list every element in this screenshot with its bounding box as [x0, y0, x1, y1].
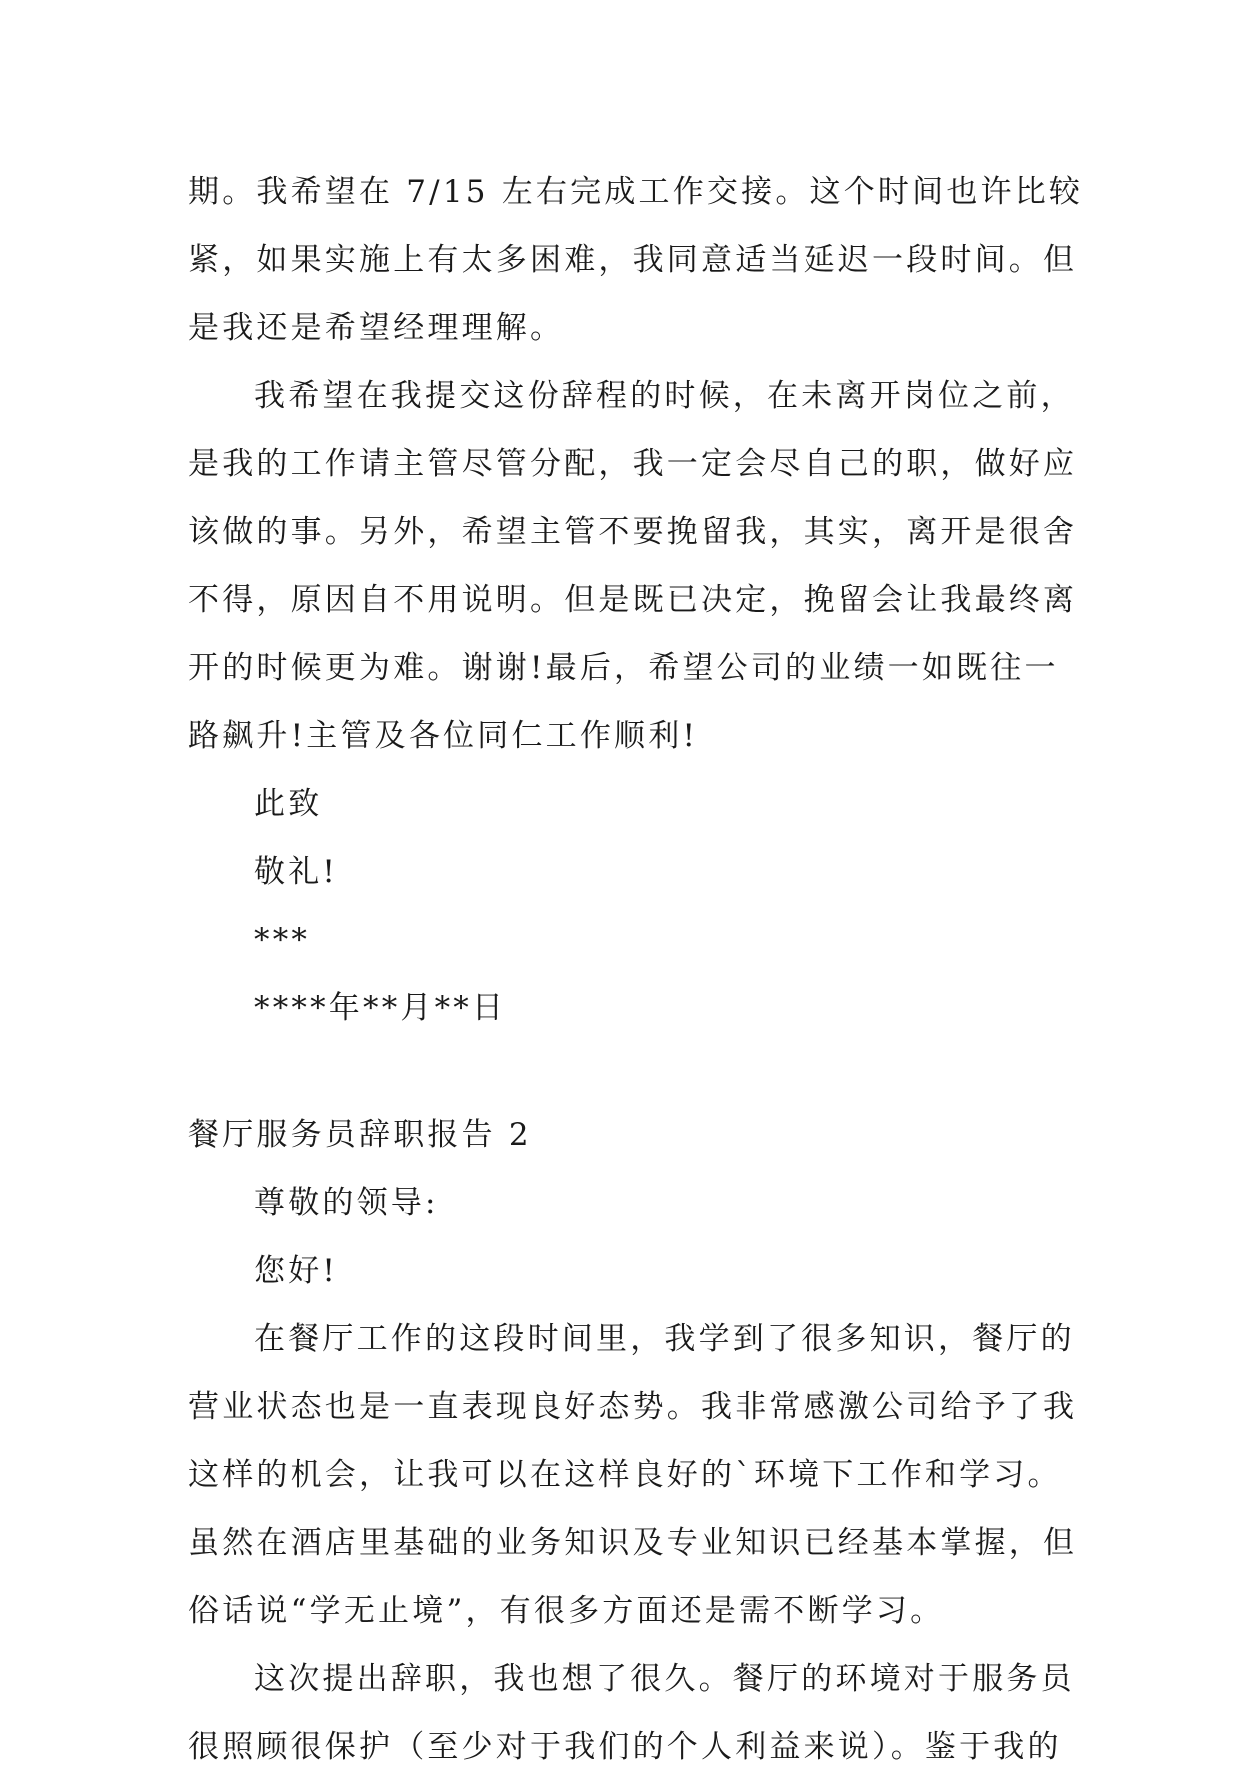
text-line: 期。我希望在 7/15 左右完成工作交接。这个时间也许比较: [188, 174, 1084, 210]
text-line: 不得，原因自不用说明。但是既已决定，挽留会让我最终离: [188, 582, 1078, 618]
text-line: 这次提出辞职，我也想了很久。餐厅的环境对于服务员: [254, 1661, 1075, 1697]
text-line: 俗话说“学无止境”，有很多方面还是需不断学习。: [188, 1593, 945, 1629]
greeting: 您好!: [254, 1253, 339, 1289]
text-line: 是我还是希望经理理解。: [188, 310, 565, 346]
section-spacer: [188, 1042, 1058, 1101]
text-line: 虽然在酒店里基础的业务知识及专业知识已经基本掌握，但: [188, 1525, 1078, 1561]
text-line: 是我的工作请主管尽管分配，我一定会尽自己的职，做好应: [188, 446, 1078, 482]
text-line: 营业状态也是一直表现良好态势。我非常感激公司给予了我: [188, 1389, 1078, 1425]
text-line: 该做的事。另外，希望主管不要挽留我，其实，离开是很舍: [188, 514, 1078, 550]
text-line: 路飙升!主管及各位同仁工作顺利!: [188, 718, 699, 754]
document-page: [188, 158, 1084, 1781]
closing-line: 敬礼!: [254, 854, 339, 890]
salutation: 尊敬的领导:: [254, 1185, 439, 1221]
date-line: ****年**月**日: [254, 990, 507, 1026]
text-line: 我希望在我提交这份辞程的时候，在未离开岗位之前，: [254, 378, 1075, 414]
text-line: 很照顾很保护（至少对于我们的个人利益来说）。鉴于我的: [188, 1729, 1062, 1765]
text-line: 这样的机会，让我可以在这样良好的`环境下工作和学习。: [188, 1457, 1062, 1493]
closing-line: 此致: [254, 786, 323, 822]
signature: ***: [254, 922, 311, 958]
text-line: 紧，如果实施上有太多困难，我同意适当延迟一段时间。但: [188, 242, 1078, 278]
text-line: 开的时候更为难。谢谢!最后，希望公司的业绩一如既往一: [188, 650, 1059, 686]
text-line: 在餐厅工作的这段时间里，我学到了很多知识，餐厅的: [254, 1321, 1075, 1357]
section-title: 餐厅服务员辞职报告 2: [188, 1117, 532, 1153]
